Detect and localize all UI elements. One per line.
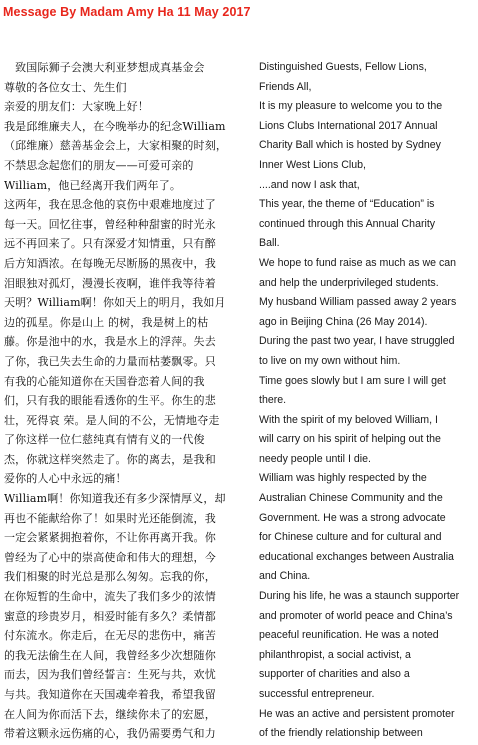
text-line: and promoter of world peace and China’s [259,609,453,622]
text-line: supporter of charities and also a [259,668,410,681]
text-line: Lions Clubs International 2017 Annual [259,119,438,132]
text-line: of the friendly relationship between [259,727,423,740]
text-line: 尊敬的各位女士、先生们 [4,80,127,94]
text-line: This year, the theme of “Education” is [259,198,435,211]
text-line: With the spirit of my beloved William, I [259,413,438,426]
text-line: 壮，死得哀 荣。是人间的不公，无情地夺走 [4,413,220,427]
text-line: 一定会紧紧拥抱着你，不让你再离开我。你 [4,531,216,545]
text-line: Time goes slowly but I am sure I will get [259,374,446,387]
text-line: 我是邱维廉夫人，在今晚举办的纪念William [4,119,226,133]
text-line: 带着这颗永远伤痛的心，我仍需要勇气和力 [4,727,216,741]
text-line: 亲爱的朋友们：大家晚上好！ [4,100,149,114]
text-line: 后方知酒浓。在每晚无尽断肠的黑夜中，我 [4,256,216,270]
text-line: （邱维廉）慈善基金会上，大家相聚的时刻， [4,139,227,153]
text-line: 我们相聚的时光总是那么匆匆。忘我的你， [4,570,216,584]
text-line: 了你，我已失去生命的力量而枯萎飘零。只 [4,354,216,368]
text-line: 在你短暂的生命中，流失了我们多少的浓情 [4,590,216,604]
text-line: and help the underprivileged students. [259,276,439,289]
text-line: 与共。我知道你在天国魂牵着我，希望我留 [4,688,216,701]
text-line: 的我无法偷生在人间，我曾经多少次想随你 [4,648,216,662]
text-line: ago in Beijing China (26 May 2014). [259,315,428,328]
text-line: 爱你的人心中永远的痛！ [4,472,127,486]
text-line: and China. [259,570,311,583]
text-line: needy people until I die. [259,452,371,465]
text-line: peaceful reunification. He was a noted [259,629,439,642]
text-line: We hope to fund raise as much as we can [259,256,457,269]
text-line: continued through this Annual Charity [259,217,436,230]
text-line: William was highly respected by the [259,472,427,485]
text-line: Ball. [259,237,280,250]
text-line: 付东流水。你走后，在无尽的悲伤中，痛苦 [4,629,216,643]
text-line: 藤。你是池中的水，我是水上的浮萍。失去 [4,335,216,349]
message-title: Message By Madam Amy Ha 11 May 2017 [3,5,251,19]
text-line: to live on my own without him. [259,354,401,367]
text-line: 杰，你就这样突然走了。你的离去，是我和 [4,452,216,466]
text-line: Inner West Lions Club, [259,158,366,171]
text-line: During the past two year, I have struggled [259,335,455,348]
text-line: 每一天。回忆往事，曾经种种甜蜜的时光永 [4,217,216,231]
text-line: 再也不能献给你了！如果时光还能倒流，我 [4,511,216,525]
text-line: Distinguished Guests, Fellow Lions, [259,61,427,73]
text-line: William，他已经离开我们两年了。 [4,178,182,192]
text-line: It is my pleasure to welcome you to the [259,100,443,113]
text-line: Friends All, [259,80,312,93]
text-line: William啊！你知道我还有多少深情厚义，却 [4,492,226,506]
text-line: During his life, he was a staunch supporter [259,590,460,603]
text-line: 致国际狮子会澳大利亚梦想成真基金会 [4,61,205,74]
english-message-column [259,58,475,744]
text-line: for Chinese culture and for cultural and [259,531,442,544]
text-line: 而去，因为我们曾经誓言：生死与共，欢忧 [4,668,216,682]
text-line: 天明？William啊！你如天上的明月，我如月 [4,296,226,310]
text-line: 蜜意的珍贵岁月，相爱时能有多久？柔情都 [4,609,216,623]
text-line: My husband William passed away 2 years [259,296,457,309]
text-line: 有我的心能知道你在天国眷恋着人间的我 [4,374,205,388]
text-line: successful entrepreneur. [259,688,375,700]
text-line: there. [259,394,287,407]
text-line: He was an active and persistent promoter [259,707,455,720]
text-line: ....and now I ask that, [259,178,360,191]
text-line: Charity Ball which is hosted by Sydney [259,139,441,152]
text-line: 了你这样一位仁慈纯真有情有义的一代俊 [4,433,205,447]
text-line: educational exchanges between Australia [259,550,454,563]
text-line: 边的孤星。你是山上 的树，我是树上的枯 [4,315,209,329]
text-line: 不禁思念起您们的朋友——可爱可亲的 [4,158,194,172]
text-line: 这两年，我在思念他的哀伤中艰难地度过了 [4,198,216,212]
text-line: Government. He was a strong advocate [259,511,446,524]
text-line: 远不再回来了。只有深爱才知情重，只有醉 [4,237,216,251]
text-line: philanthropist, a social activist, a [259,648,411,661]
text-line: 曾经为了心中的崇高使命和伟大的理想，今 [4,550,216,564]
text-line: Australian Chinese Community and the [259,492,443,505]
text-line: 在人间为你而活下去，继续你未了的宏愿， [4,707,216,721]
text-line: 们，只有我的眼能看透你的生平。你生的悲 [4,394,216,408]
chinese-message-column [4,58,248,744]
text-line: will carry on his spirit of helping out the [259,433,441,446]
text-line: 泪眼独对孤灯，漫漫长夜啊，谁伴我等待着 [4,276,216,290]
